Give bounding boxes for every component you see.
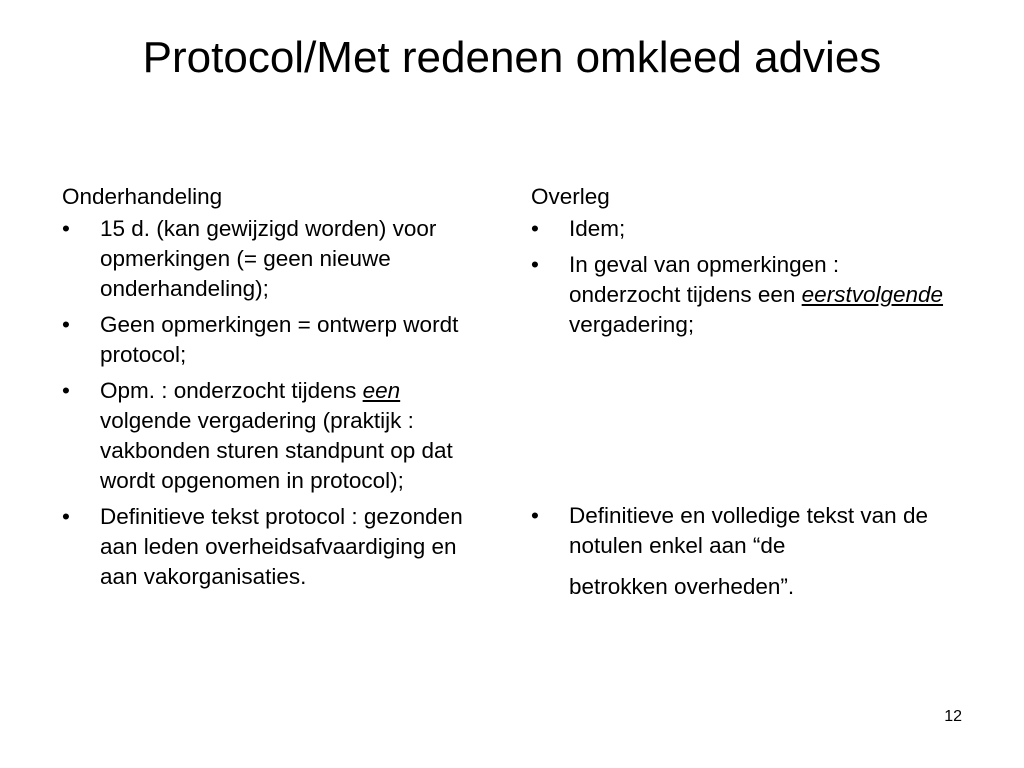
bullet-icon: • bbox=[62, 378, 70, 403]
bullet-icon: • bbox=[62, 312, 70, 337]
bullet-text: Definitieve tekst protocol : gezonden aan leden overheidsafvaardiging en aan vakorganisaties. bbox=[100, 504, 463, 589]
bullet-icon: • bbox=[531, 216, 539, 241]
bullet-text: 15 d. (kan gewijzigd worden) voor opmerkingen (= geen nieuwe onderhandeling); bbox=[100, 216, 437, 301]
bullet-icon: • bbox=[62, 504, 70, 529]
bullet-text: Idem; bbox=[569, 216, 626, 241]
left-column bbox=[62, 182, 492, 598]
list-item bbox=[531, 501, 951, 613]
bullet-text: Geen opmerkingen = ontwerp wordt protocol; bbox=[100, 312, 459, 367]
emphasized-word: een bbox=[362, 378, 401, 403]
left-column-heading: Onderhandeling bbox=[62, 184, 223, 209]
list-item bbox=[62, 214, 492, 304]
bullet-text-continuation: betrokken overheden”. bbox=[569, 574, 795, 599]
list-item bbox=[531, 214, 951, 244]
list-item bbox=[62, 310, 492, 370]
slide-title: Protocol/Met redenen omkleed advies bbox=[142, 33, 882, 82]
bullet-icon: • bbox=[531, 503, 539, 528]
spacer bbox=[531, 346, 951, 501]
right-column bbox=[531, 182, 951, 619]
list-item bbox=[62, 502, 492, 592]
right-bullet-list bbox=[531, 214, 951, 340]
list-item bbox=[531, 250, 951, 340]
left-bullet-list bbox=[62, 214, 492, 592]
list-item bbox=[62, 376, 492, 496]
emphasized-word: eerstvolgende bbox=[801, 282, 944, 307]
bullet-text-post: vergadering; bbox=[569, 312, 695, 337]
bullet-text-post: volgende vergadering (praktijk : vakbonden sturen standpunt op dat wordt opgenomen in protocol); bbox=[100, 408, 453, 493]
page-number: 12 bbox=[944, 708, 962, 725]
bullet-icon: • bbox=[531, 252, 539, 277]
bullet-text: Definitieve en volledige tekst van de notulen enkel aan “de bbox=[569, 503, 928, 558]
right-column-heading: Overleg bbox=[531, 184, 610, 209]
bullet-icon: • bbox=[62, 216, 70, 241]
bullet-text-pre: In geval van opmerkingen : onderzocht tijdens een bbox=[569, 252, 840, 307]
bullet-text-pre: Opm. : onderzocht tijdens bbox=[100, 378, 363, 403]
right-bullet-list-lower bbox=[531, 501, 951, 613]
